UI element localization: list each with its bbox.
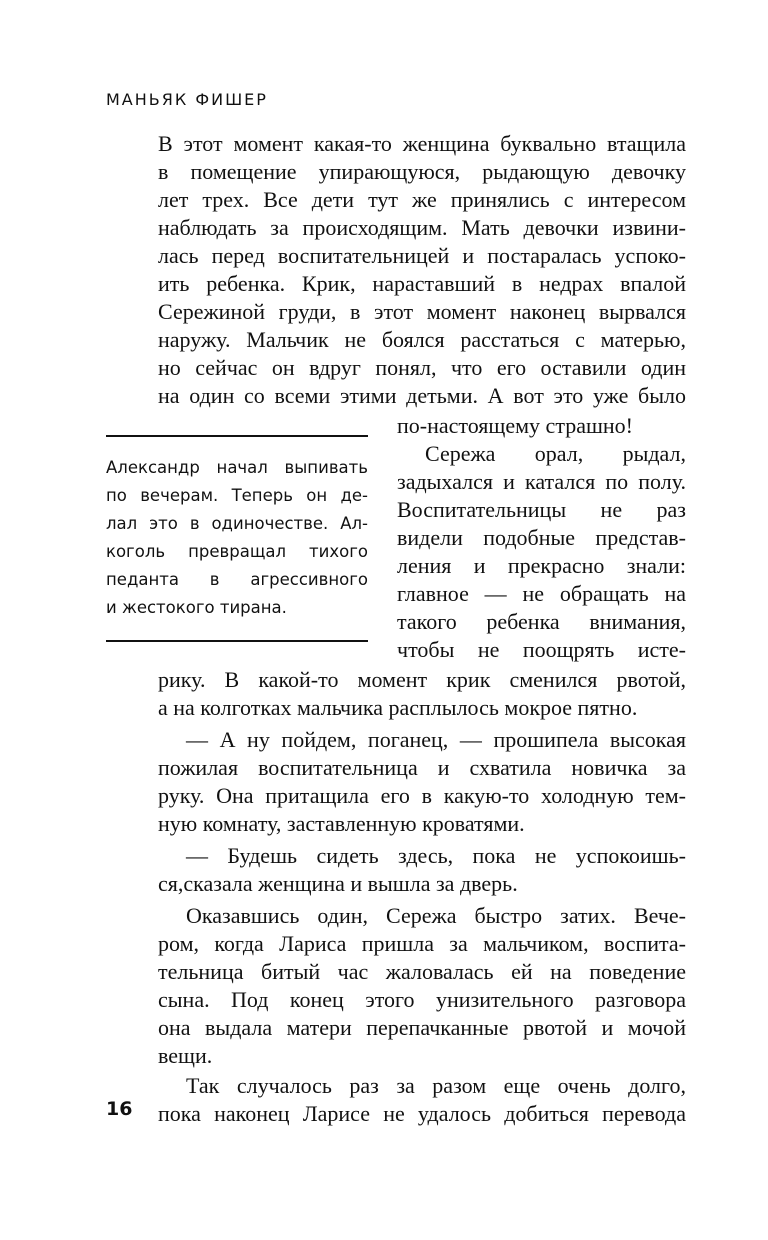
text-line: ить ребенка. Крик, нараставший в недрах впалой (158, 271, 686, 296)
text-line: рику. В какой-то момент крик сменился рвотой, (158, 667, 686, 692)
text-line: сына. Под конец этого унизительного разговора (158, 987, 686, 1012)
text-line: Воспитательницы не раз (397, 497, 686, 522)
text-line: чтобы не поощрять исте- (397, 637, 686, 662)
text-line: лась перед воспитательницей и постаралась успоко- (158, 243, 686, 268)
text-line: а на колготках мальчика расплылось мокрое пятно. (158, 695, 638, 720)
text-line: — А ну пойдем, поганец, — прошипела высокая (186, 727, 686, 752)
text-line: тельница битый час жаловалась ей на поведение (158, 959, 686, 984)
text-line: главное — не обращать на (397, 581, 686, 606)
text-line: наблюдать за происходящим. Мать девочки извини- (158, 215, 686, 240)
sidebar-line: лал это в одиночестве. Ал- (106, 514, 368, 533)
text-line: ную комнату, заставленную кроватями. (158, 811, 525, 836)
text-line: на один со всеми этими детьми. А вот это уже было (158, 383, 686, 408)
text-line: Оказавшись один, Сережа быстро затих. Вече- (186, 903, 686, 928)
sidebar-rule-bottom (106, 640, 368, 642)
text-line: наружу. Мальчик не боялся расстаться с матерью, (158, 327, 686, 352)
text-line: Сережиной груди, в этот момент наконец вырвался (158, 299, 686, 324)
text-line: она выдала матери перепачканные рвотой и мочой (158, 1015, 686, 1040)
sidebar-line: и жестокого тирана. (106, 598, 287, 617)
text-line: задыхался и катался по полу. (397, 469, 686, 494)
text-line: лет трех. Все дети тут же принялись с интересом (158, 187, 686, 212)
sidebar-line: по вечерам. Теперь он де- (106, 486, 368, 505)
text-line: — Будешь сидеть здесь, пока не успокоишь- (186, 843, 686, 868)
sidebar-line: коголь превращал тихого (106, 542, 368, 561)
text-line: ром, когда Лариса пришла за мальчиком, воспита- (158, 931, 686, 956)
text-line: ления и прекрасно знали: (397, 553, 686, 578)
text-line: такого ребенка внимания, (397, 609, 686, 634)
text-line: Так случалось раз за разом еще очень долго, (186, 1073, 686, 1098)
text-line: руку. Она притащила его в какую-то холодную тем- (158, 783, 686, 808)
text-line: В этот момент какая-то женщина буквально втащила (158, 131, 686, 156)
running-header: МАНЬЯК ФИШЕР (106, 90, 268, 109)
text-line: пожилая воспитательница и схватила новичка за (158, 755, 686, 780)
text-line: вещи. (158, 1043, 213, 1068)
text-line: пока наконец Ларисе не удалось добиться перевода (158, 1101, 686, 1126)
text-line: в помещение упирающуюся, рыдающую девочку (158, 159, 686, 184)
text-line: по-настоящему страшно! (397, 413, 634, 438)
text-line: Сережа орал, рыдал, (425, 441, 686, 466)
sidebar-line: Александр начал выпивать (106, 458, 368, 477)
text-line: видели подобные представ- (397, 525, 686, 550)
text-line: ся,сказала женщина и вышла за дверь. (158, 871, 518, 896)
page-number: 16 (106, 1098, 133, 1120)
text-line: но сейчас он вдруг понял, что его оставили один (158, 355, 686, 380)
sidebar-rule-top (106, 435, 368, 437)
sidebar-line: педанта в агрессивного (106, 570, 368, 589)
